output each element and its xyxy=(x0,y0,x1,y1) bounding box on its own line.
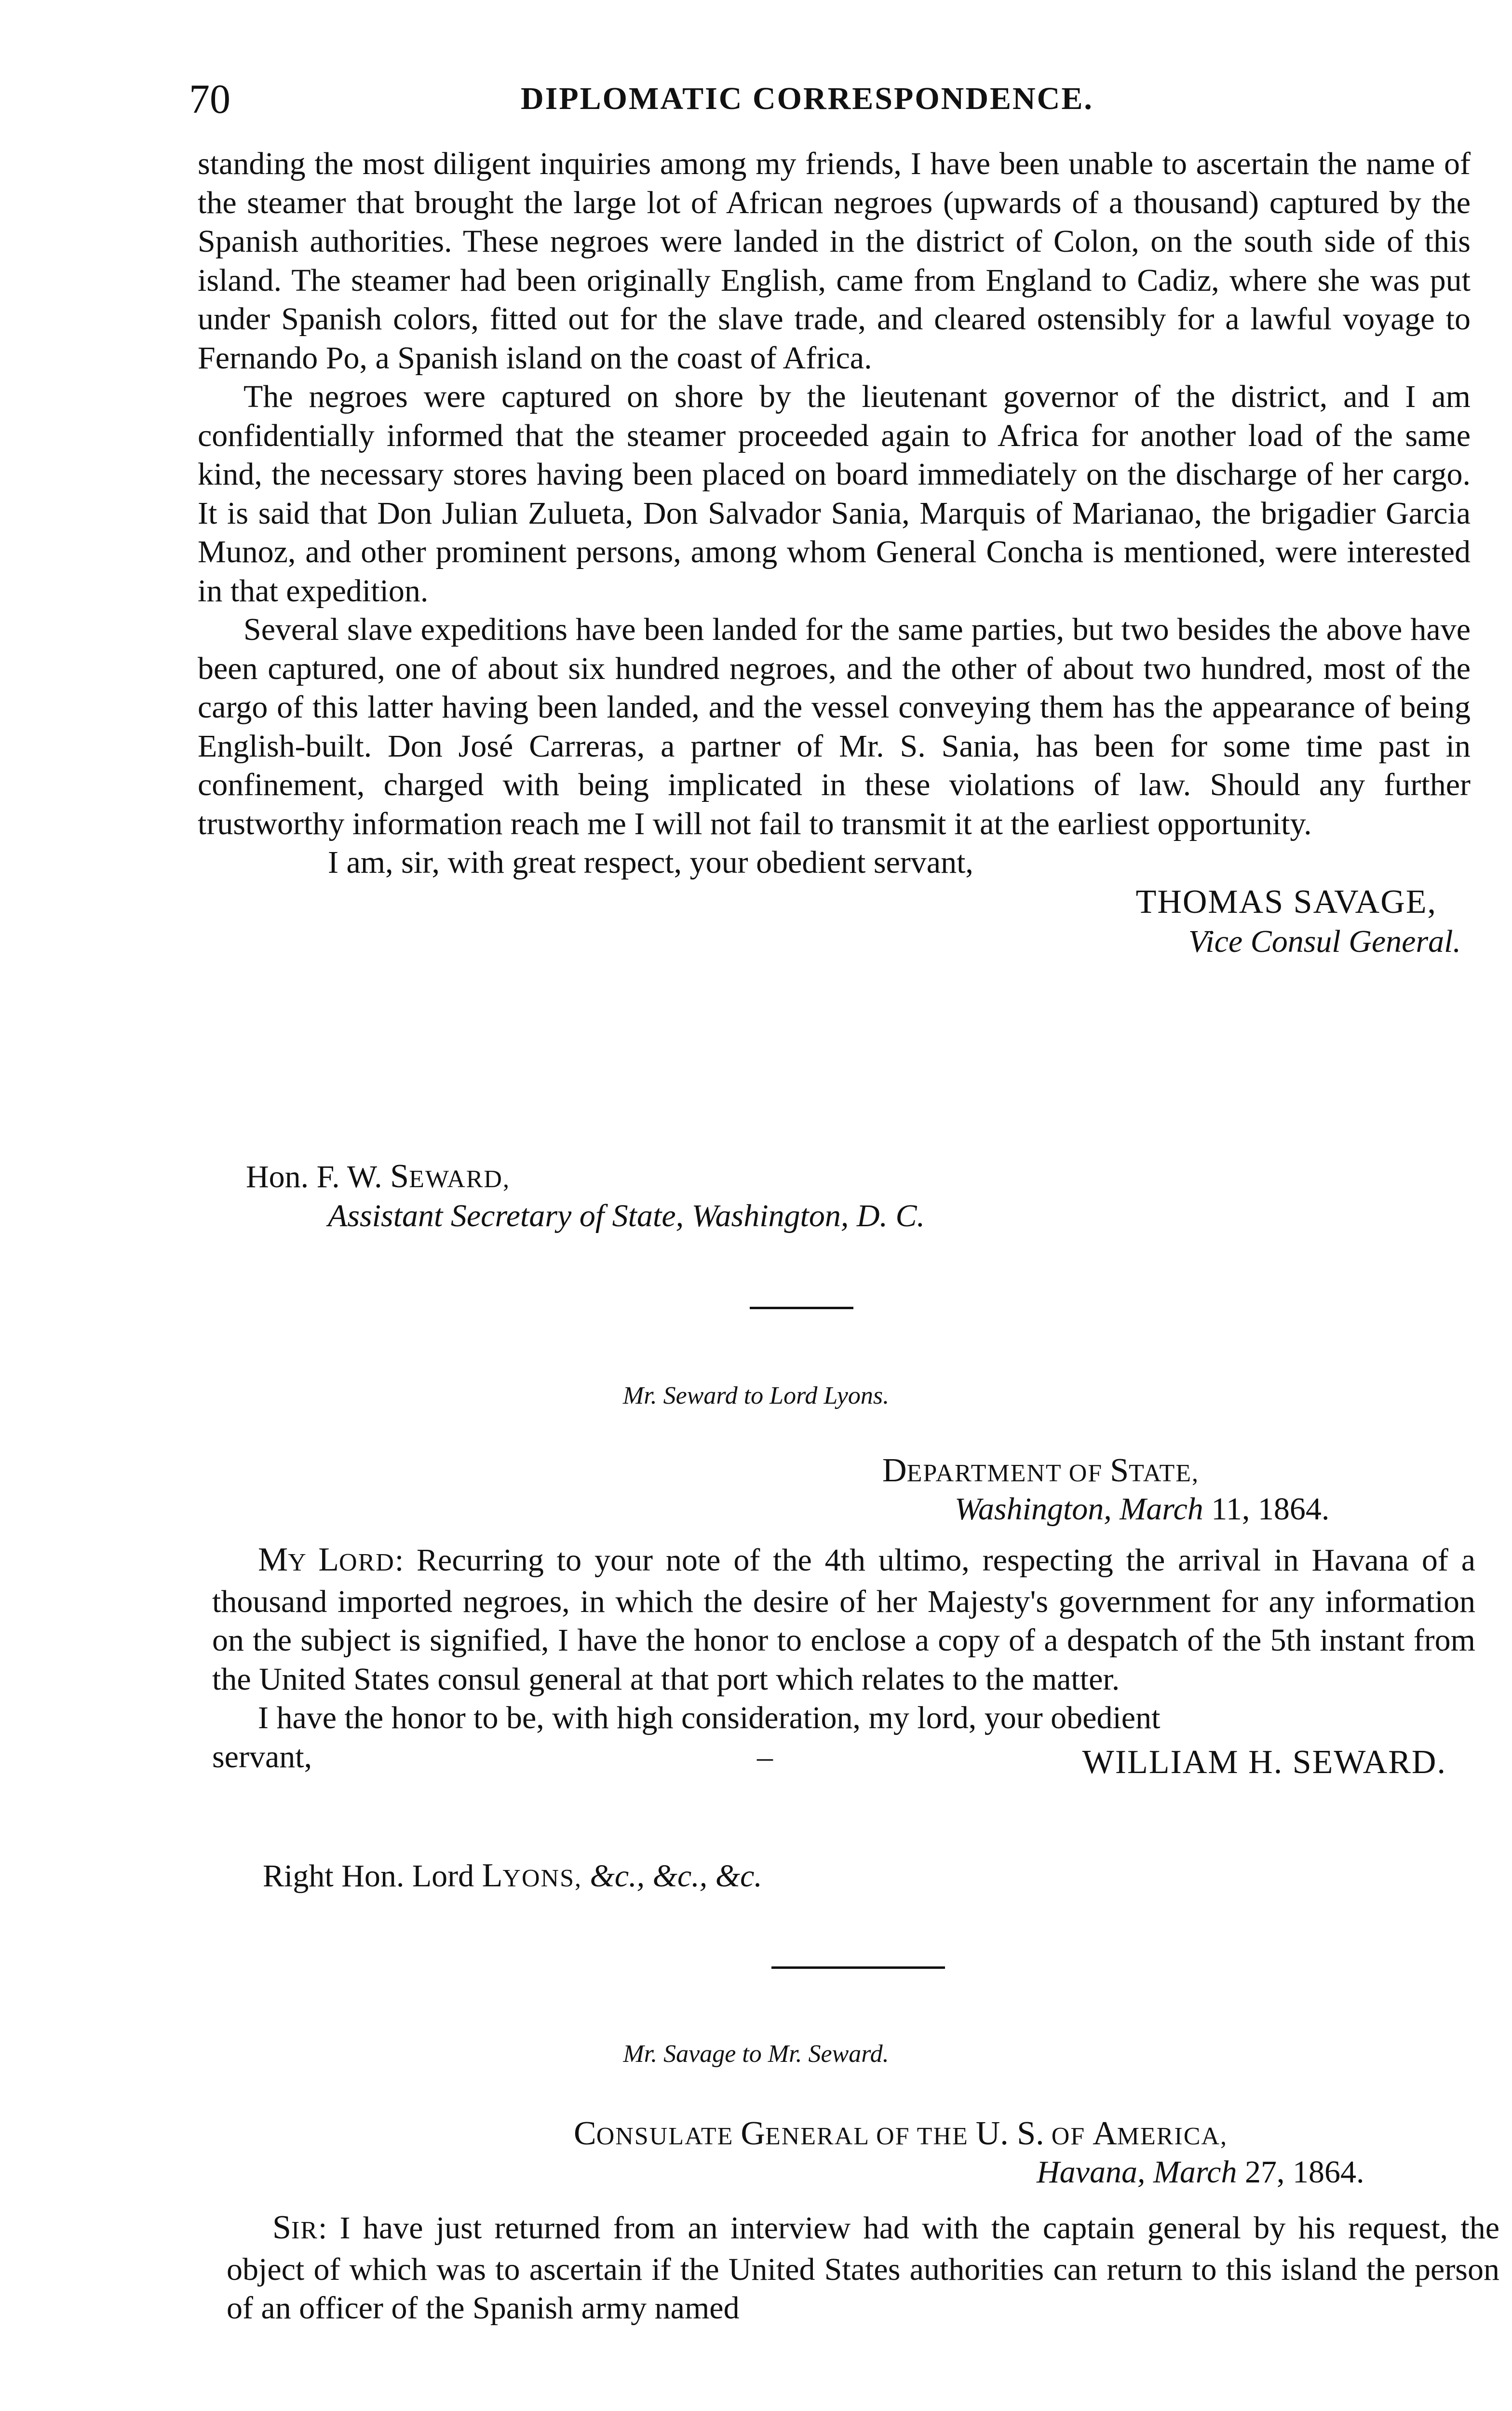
letter1-body xyxy=(198,145,1471,962)
letter3-place: Havana, March xyxy=(1037,2154,1237,2190)
letter2-closing-2-line xyxy=(212,1738,1475,1781)
letter2-department-rest-1: EPARTMENT OF xyxy=(906,1460,1110,1487)
letter2-paragraph-1 xyxy=(212,1541,1475,1699)
letter2-salutation-rest-2: ORD xyxy=(339,1549,395,1576)
letter3-consulate-of: OF xyxy=(1044,2123,1093,2150)
letter2-salutation-cap-2: L xyxy=(318,1541,339,1578)
letter1-addressee-name-rest: EWARD, xyxy=(409,1165,510,1193)
letter1-paragraph-2: The negroes were captured on shore by the lieutenant governor of the district, and I am confidentially informed that the steamer proceeded again to Africa for another load of the same kind, the necessary stores having been placed on board immediately on the discharge of her cargo. It is said that Don Julian Zulueta, Don Salvador Sania, Marquis of Marianao, the brigadier Garcia Munoz, and other prominent persons, among whom General Concha is mentioned, were interested in that expedition. xyxy=(198,379,1471,609)
letter2-department-cap-1: D xyxy=(882,1452,907,1489)
letter3-consulate-rest-3: MERICA, xyxy=(1117,2123,1228,2150)
letter2-salutation-cap-1: M xyxy=(258,1541,288,1578)
letter2-signature-name: WILLIAM H. SEWARD. xyxy=(1082,1743,1446,1781)
letter2-date: 11, 1864. xyxy=(1203,1491,1330,1527)
letter3-salutation-cap: S xyxy=(272,2209,291,2246)
letter1-addressee-name-cap: S xyxy=(390,1158,409,1195)
letter2-addressee xyxy=(263,1856,762,1898)
letter2-caption: Mr. Seward to Lord Lyons. xyxy=(622,1382,890,1409)
letter1-addressee-title: Assistant Secretary of State, Washington, D. C. xyxy=(328,1198,925,1233)
letter2-dateline xyxy=(955,1490,1329,1529)
letter2-closing-1: I have the honor to be, with high consideration, my lord, your obedient xyxy=(258,1700,1161,1735)
letter2-paragraph-1-text: : Recurring to your note of the 4th ultimo, respecting the arrival in Havana of a thousand imported negroes, in which the desire of her Majesty's government for any information on the subject is signified, I have the honor to enclose a copy of a despatch of the 5th instant from the United States consul general at that port which relates to the matter. xyxy=(212,1543,1476,1697)
letter3-body xyxy=(227,2208,1499,2328)
letter2-department xyxy=(882,1451,1199,1493)
letter2-addressee-prefix: Right Hon. Lord xyxy=(263,1858,482,1894)
letter3-paragraph-1 xyxy=(227,2208,1499,2328)
letter2-department-rest-2: TATE, xyxy=(1129,1460,1200,1487)
section-divider-1 xyxy=(750,1307,853,1309)
letter1-addressee-prefix: Hon. F. W. xyxy=(246,1159,391,1194)
letter2-salutation-rest-1: Y xyxy=(288,1549,319,1576)
page-header xyxy=(0,72,1512,125)
running-head: DIPLOMATIC CORRESPONDENCE. xyxy=(521,81,1094,116)
letter2-addressee-cap: L xyxy=(482,1857,503,1894)
letter3-consulate-cap-2: G xyxy=(741,2115,765,2152)
letter3-dateline xyxy=(1037,2153,1364,2192)
letter3-salutation-rest: IR xyxy=(291,2217,318,2244)
letter2-body xyxy=(212,1541,1476,1781)
letter1-signature-name: THOMAS SAVAGE, xyxy=(1135,883,1437,921)
letter3-paragraph-1-text: : I have just returned from an interview had with the captain general by his request, the object of which was to ascertain if the United States authorities can return to this island the person of an officer of the Spanish army named xyxy=(227,2210,1499,2326)
letter1-paragraph-1: standing the most diligent inquiries among my friends, I have been unable to ascertain the name of the steamer that brought the large lot of African negroes (upwards of a thousand) captured by the Spanish authorities. These negroes were landed in the district of Colon, on the south side of this island. The steamer had been originally English, came from England to Cadiz, where she was put under Spanish colors, fitted out for the slave trade, and cleared ostensibly for a lawful voyage to Fernando Po, a Spanish island on the coast of Africa. xyxy=(198,146,1471,376)
letter3-consulate-cap-3: A xyxy=(1093,2115,1117,2152)
letter1-signature-title: Vice Consul General. xyxy=(1188,923,1461,959)
letter2-addressee-rest: YONS, xyxy=(502,1865,582,1892)
letter2-department-cap-2: S xyxy=(1110,1452,1129,1489)
letter1-paragraph-3: Several slave expeditions have been landed for the same parties, but two besides the above have been captured, one of about six hundred negroes, and the other of about two hundred, most of the cargo of this latter having been landed, and the vessel conveying them has the appearance of being English-built. Don José Carreras, a partner of Mr. S. Sania, has been for some time past in confinement, charged with being implicated in these violations of law. Should any further trustworthy information reach me I will not fail to transmit it at the earliest opportunity. xyxy=(198,612,1471,841)
letter3-caption: Mr. Savage to Mr. Seward. xyxy=(623,2040,889,2068)
letter2-closing-2: servant, xyxy=(212,1739,312,1774)
letter3-consulate-us: U. S. xyxy=(975,2115,1044,2152)
page-number: 70 xyxy=(189,76,230,122)
letter1-closing: I am, sir, with great respect, your obedient servant, xyxy=(328,845,973,880)
letter1-addressee xyxy=(246,1157,510,1199)
letter3-consulate-cap-1: C xyxy=(574,2115,596,2152)
letter2-dash: – xyxy=(757,1739,773,1774)
letter3-consulate xyxy=(574,2114,1228,2156)
letter3-consulate-rest-1: ONSULATE xyxy=(596,2123,741,2150)
section-divider-2 xyxy=(771,1966,945,1969)
letter2-place: Washington, March xyxy=(955,1491,1203,1527)
letter2-addressee-etc: &c., &c., &c. xyxy=(582,1858,762,1894)
letter3-consulate-rest-2: ENERAL OF THE xyxy=(765,2123,976,2150)
letter3-date: 27, 1864. xyxy=(1237,2154,1364,2190)
